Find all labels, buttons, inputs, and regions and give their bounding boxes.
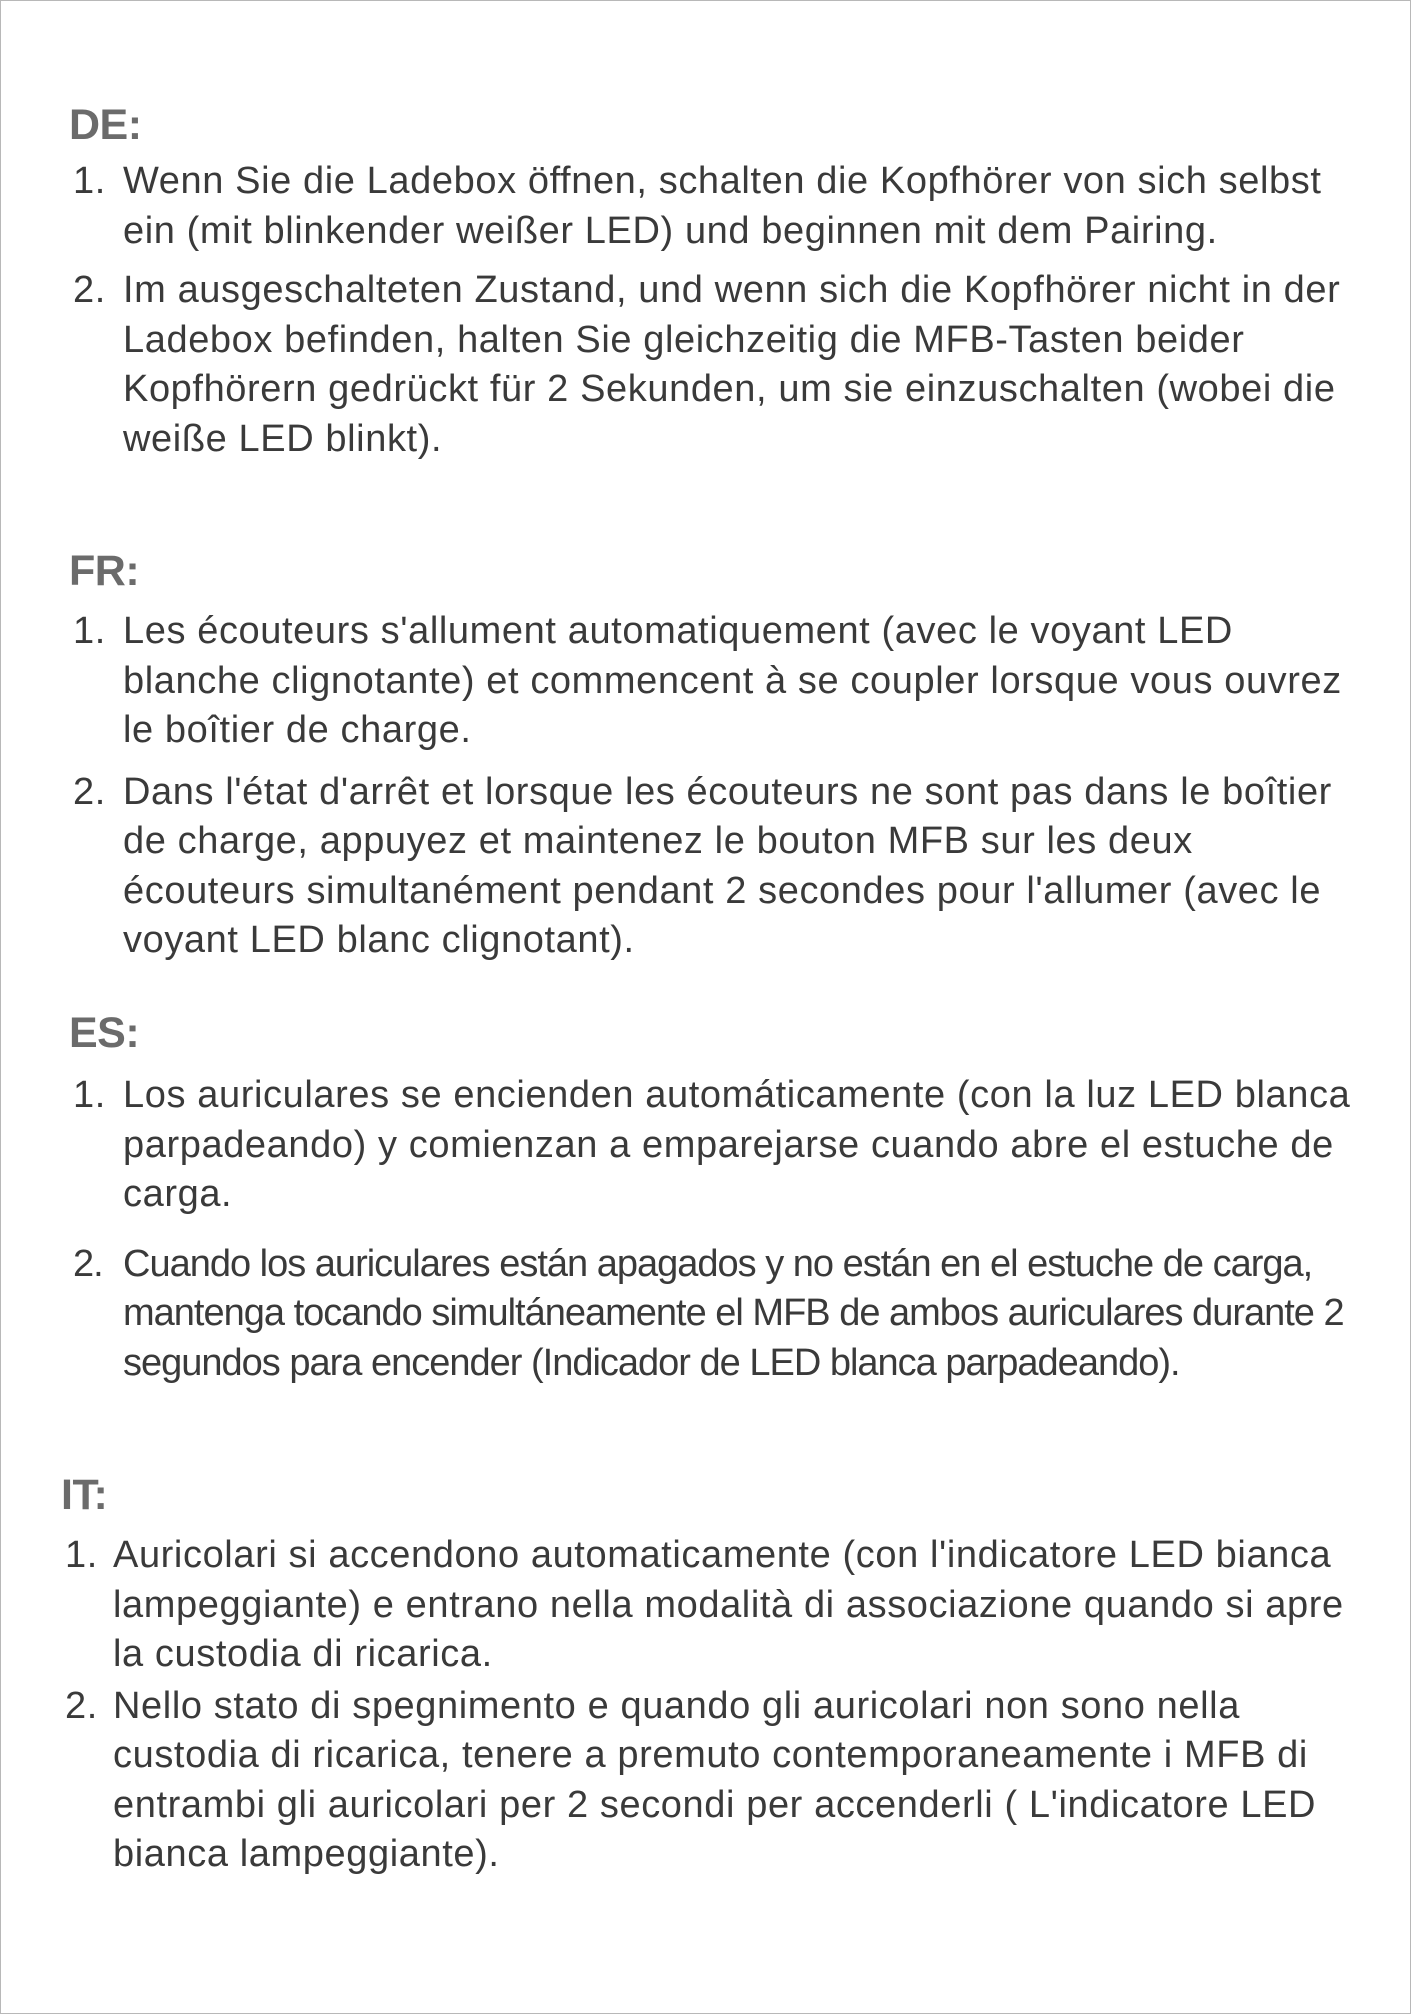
item-number: 1. xyxy=(73,1074,106,1116)
list-item xyxy=(69,607,1359,756)
list-item xyxy=(69,768,1359,966)
section-title-fr: FR: xyxy=(69,547,140,595)
section-title-it: IT: xyxy=(61,1471,108,1519)
list-item xyxy=(69,1071,1359,1220)
item-text: Im ausgeschalteten Zustand, und wenn sich die Kopfhörer nicht in der Ladebox befinden, halten Sie gleichzeitig die MFB-Tasten beider Kopfhörern gedrückt für 2 Sekunden, um sie einzuschalten (wobei die weiße LED blinkt). xyxy=(123,269,1341,460)
item-text: Nello stato di spegnimento e quando gli auricolari non sono nella custodia di ricarica, tenere a premuto contemporaneamente i MFB di entrambi gli auricolari per 2 secondi per accenderli ( L'indicatore LED bianca lampeggiante). xyxy=(113,1684,1317,1875)
item-number: 1. xyxy=(73,160,106,202)
section-fr xyxy=(69,545,1359,966)
item-number: 2. xyxy=(73,1242,103,1285)
list-item xyxy=(69,1240,1359,1389)
item-text: Wenn Sie die Ladebox öffnen, schalten die Kopfhörer von sich selbst ein (mit blinkender weißer LED) und beginnen mit dem Pairing. xyxy=(123,160,1322,252)
item-text: Auricolari si accendono automaticamente (con l'indicatore LED bianca lampeggiante) e entrano nella modalità di associazione quando si apre la custodia di ricarica. xyxy=(113,1534,1344,1675)
item-text: Cuando los auriculares están apagados y no están en el estuche de carga, mantenga tocando simultáneamente el MFB de ambos auriculares durante 2 segundos para encender (Indicador de LED blanca parpadeando). xyxy=(123,1242,1344,1384)
section-title-de: DE: xyxy=(69,101,142,149)
item-number: 2. xyxy=(73,269,106,311)
item-text: Dans l'état d'arrêt et lorsque les écouteurs ne sont pas dans le boîtier de charge, appuyez et maintenez le bouton MFB sur les deux écouteurs simultanément pendant 2 secondes pour l'allumer (avec le voyant LED blanc clignotant). xyxy=(123,770,1332,961)
instruction-list-es xyxy=(69,1071,1359,1388)
item-number: 1. xyxy=(65,1534,98,1576)
instruction-list-it xyxy=(61,1531,1351,1880)
item-number: 2. xyxy=(73,770,106,813)
list-item xyxy=(61,1531,1351,1680)
section-it xyxy=(61,1469,1351,1880)
list-item xyxy=(61,1682,1351,1880)
instruction-list-fr xyxy=(69,607,1359,966)
item-number: 2. xyxy=(65,1684,98,1727)
list-item xyxy=(69,266,1359,464)
section-title-es: ES: xyxy=(69,1009,140,1057)
item-text: Les écouteurs s'allument automatiquement (avec le voyant LED blanche clignotante) et commencent à se coupler lorsque vous ouvrez le boîtier de charge. xyxy=(123,610,1342,751)
section-es xyxy=(69,1007,1359,1388)
list-item xyxy=(69,157,1359,256)
item-text: Los auriculares se encienden automáticamente (con la luz LED blanca parpadeando) y comienzan a emparejarse cuando abre el estuche de carga. xyxy=(123,1074,1351,1215)
instruction-list-de xyxy=(69,157,1359,464)
section-de xyxy=(69,99,1359,464)
item-number: 1. xyxy=(73,610,106,652)
